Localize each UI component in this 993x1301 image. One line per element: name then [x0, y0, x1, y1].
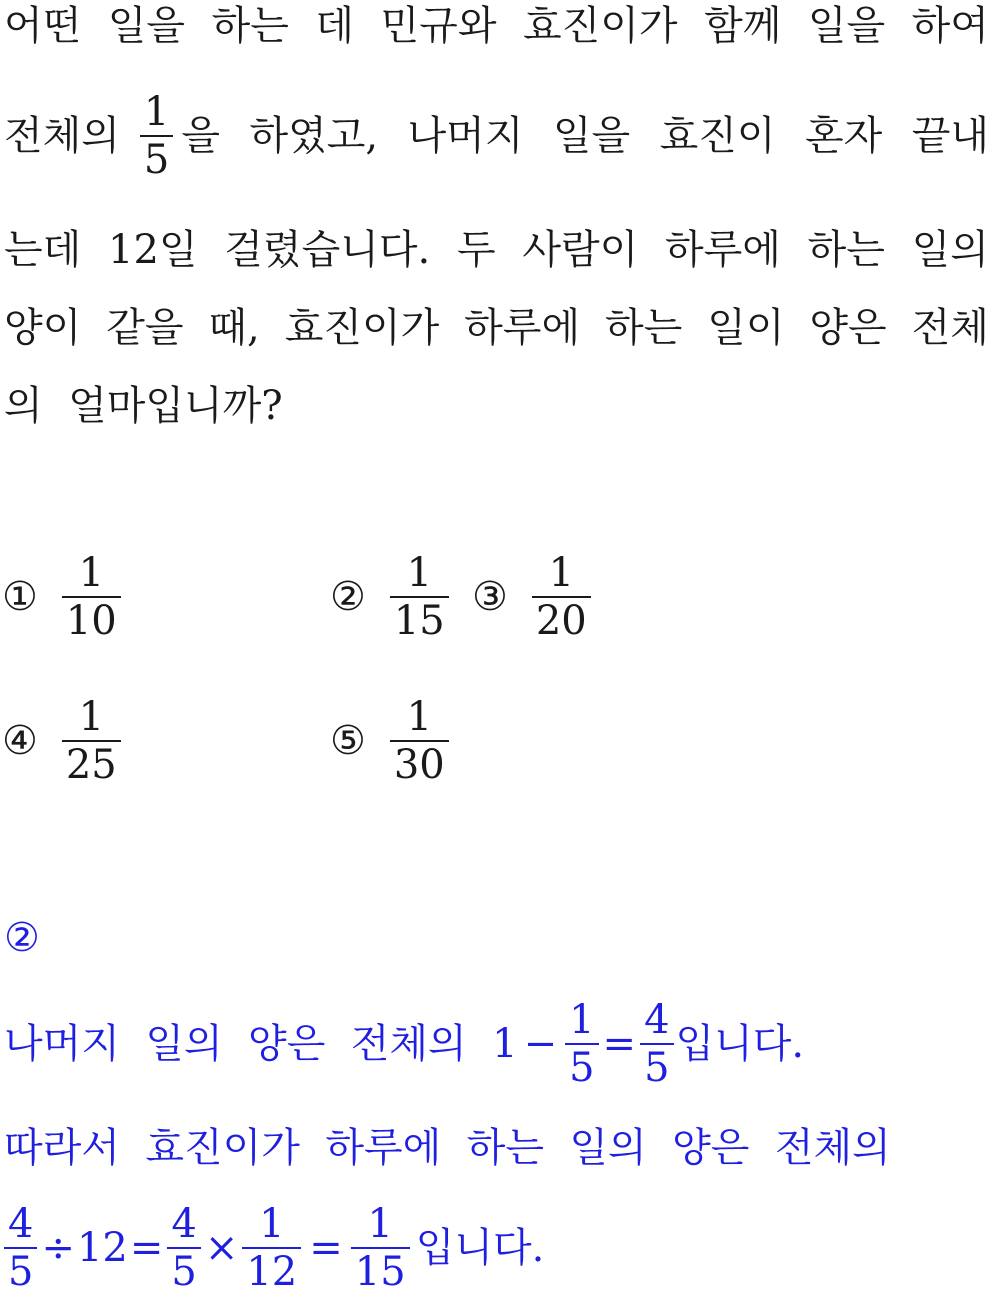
- question-line-3: [4, 228, 989, 272]
- denominator: 5: [644, 1045, 670, 1091]
- numerator: 4: [171, 1201, 197, 1247]
- word: 걸렸습니다.: [224, 227, 431, 273]
- choice-number: ④: [2, 718, 38, 764]
- choice-2[interactable]: [330, 550, 457, 644]
- fraction-one-fifth: [140, 89, 173, 183]
- word: 때,: [208, 305, 260, 351]
- word: 끝내: [911, 113, 989, 159]
- fraction: [640, 997, 673, 1091]
- word: 두: [456, 227, 496, 273]
- choice-3[interactable]: [472, 550, 599, 644]
- word: 12일: [108, 227, 198, 273]
- word: 하여: [911, 3, 989, 49]
- word: 을: [181, 113, 221, 159]
- word: 하는: [807, 227, 885, 273]
- denominator: 5: [171, 1249, 197, 1295]
- denominator: 15: [393, 598, 445, 644]
- word: 하였고,: [249, 113, 379, 159]
- word: 일이: [707, 305, 785, 351]
- number: 12: [76, 1225, 128, 1271]
- solution-text: 입니다.: [415, 1225, 545, 1271]
- word: 양은: [809, 305, 887, 351]
- choice-fraction: [532, 550, 591, 644]
- question-line-1: [4, 4, 989, 48]
- solution-line-1: [4, 994, 989, 1094]
- choice-number: ①: [2, 574, 38, 620]
- word: 하는: [605, 305, 683, 351]
- numerator: 1: [259, 1201, 285, 1247]
- equals-sign: =: [129, 1225, 164, 1271]
- word: 하루에: [464, 305, 581, 351]
- word: 양이: [4, 305, 82, 351]
- word: 효진이: [659, 113, 776, 159]
- word: 민규와: [380, 3, 497, 49]
- numerator: 1: [367, 1201, 393, 1247]
- numerator: 1: [78, 694, 105, 740]
- numerator: 1: [569, 997, 595, 1043]
- denominator: 25: [65, 742, 117, 788]
- fraction: [242, 1201, 301, 1295]
- choice-5[interactable]: [330, 694, 457, 788]
- word: 함께: [704, 3, 782, 49]
- numerator: 1: [78, 550, 105, 596]
- numerator: 1: [406, 694, 433, 740]
- word: 전체: [911, 305, 989, 351]
- minus-sign: −: [523, 1021, 558, 1067]
- denominator: 5: [143, 137, 170, 183]
- word: 데: [315, 3, 355, 49]
- denominator: 10: [65, 598, 117, 644]
- choice-number: ③: [472, 574, 508, 620]
- numerator: 1: [143, 89, 170, 135]
- denominator: 12: [246, 1249, 298, 1295]
- denominator: 30: [393, 742, 445, 788]
- denominator: 20: [535, 598, 587, 644]
- answer-mark: ②: [4, 915, 40, 961]
- denominator: 15: [354, 1249, 406, 1295]
- fraction: [565, 997, 598, 1091]
- numerator: 1: [406, 550, 433, 596]
- division-sign: ÷: [41, 1225, 75, 1271]
- fraction: [167, 1201, 200, 1295]
- numerator: 1: [548, 550, 575, 596]
- choice-fraction: [390, 550, 449, 644]
- solution-text: 입니다.: [675, 1021, 805, 1067]
- word: 어떤: [4, 3, 82, 49]
- denominator: 5: [8, 1249, 34, 1295]
- word: 사람이: [522, 227, 639, 273]
- choice-number: ②: [330, 574, 366, 620]
- word: 혼자: [804, 113, 883, 159]
- multiplication-sign: ×: [204, 1225, 239, 1271]
- fraction: [4, 1201, 37, 1295]
- choice-number: ⑤: [330, 718, 366, 764]
- denominator: 5: [569, 1045, 595, 1091]
- word: 하루에: [664, 227, 781, 273]
- word: 전체의: [4, 113, 120, 159]
- choice-fraction: [62, 550, 121, 644]
- word: 일을: [807, 3, 886, 49]
- word: 는데: [4, 227, 82, 273]
- choice-fraction: [62, 694, 121, 788]
- question-line-2: [4, 86, 989, 186]
- fraction: [351, 1201, 410, 1295]
- question-line-4: [4, 306, 989, 350]
- choice-fraction: [390, 694, 449, 788]
- choice-1[interactable]: [2, 550, 129, 644]
- solution-line-2: 따라서 효진이가 하루에 하는 일의 양은 전체의: [4, 1125, 891, 1171]
- choice-4[interactable]: [2, 694, 129, 788]
- word: 일을: [552, 113, 631, 159]
- word: 나머지: [407, 113, 524, 159]
- numerator: 4: [8, 1201, 34, 1247]
- word: 효진이가: [284, 305, 440, 351]
- solution-line-3: [4, 1198, 989, 1298]
- word: 같을: [106, 305, 184, 351]
- word: 일의: [911, 227, 989, 273]
- word: 효진이가: [522, 3, 678, 49]
- numerator: 4: [644, 997, 670, 1043]
- word: 일을: [107, 3, 186, 49]
- equals-sign: =: [602, 1021, 637, 1067]
- word: 하는: [211, 3, 289, 49]
- equals-sign: =: [309, 1225, 343, 1271]
- solution-text: 나머지 일의 양은 전체의 1: [4, 1021, 518, 1067]
- question-line-5: 의 얼마입니까?: [4, 383, 283, 429]
